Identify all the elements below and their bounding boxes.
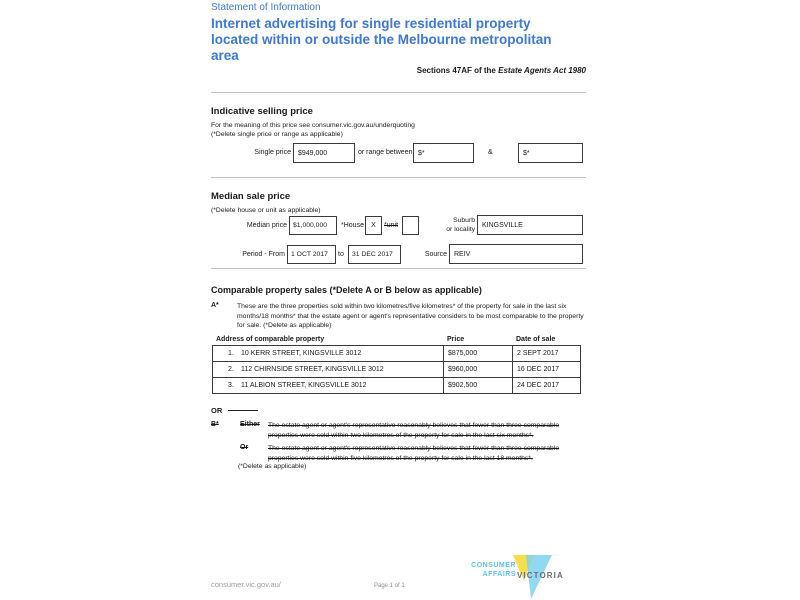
median-price-label: Median price bbox=[246, 222, 287, 229]
option-b-label: B* bbox=[211, 421, 219, 428]
suburb-field[interactable]: KINGSVILLE bbox=[477, 215, 583, 235]
range-to-field[interactable]: $* bbox=[518, 143, 583, 163]
comparable-sales-table bbox=[212, 345, 581, 394]
house-label: *House bbox=[341, 222, 364, 229]
logo-line-victoria: VICTORIA bbox=[517, 571, 564, 580]
source-field[interactable]: REIV bbox=[449, 244, 583, 264]
unit-label: *unit bbox=[384, 222, 399, 229]
row-price: $902,500 bbox=[444, 378, 513, 394]
footer-url: consumer.vic.gov.au/ bbox=[211, 580, 281, 589]
indicative-heading: Indicative selling price bbox=[211, 106, 313, 117]
ampersand-label: & bbox=[488, 149, 493, 156]
row-price: $960,000 bbox=[444, 362, 513, 378]
option-a-label: A* bbox=[211, 302, 219, 309]
single-price-label: Single price bbox=[254, 149, 291, 156]
section-divider bbox=[211, 177, 586, 178]
table-header-date: Date of sale bbox=[516, 336, 556, 343]
or-label: OR bbox=[211, 406, 223, 415]
unit-checkbox[interactable] bbox=[402, 216, 419, 235]
period-from-label: Period - From bbox=[242, 251, 285, 258]
to-label: to bbox=[338, 251, 344, 258]
indicative-note-1: For the meaning of this price see consumer.vic.gov.au/underquoting bbox=[211, 122, 415, 129]
median-price-field[interactable]: $1,000,000 bbox=[289, 216, 337, 235]
or2-text: The estate agent or agent's representative reasonably believes that fewer than three comparable properties were sold within five kilometres of the property for sale in the last 18 months*. bbox=[268, 445, 560, 462]
either-text: The estate agent or agent's representative reasonably believes that fewer than three comparable properties were sold within two kilometres of the property for sale in the last six months*. bbox=[268, 422, 560, 439]
range-from-field[interactable]: $* bbox=[413, 143, 474, 163]
sections-reference bbox=[211, 66, 586, 75]
page-indicator: Page 1 of 1 bbox=[374, 583, 405, 589]
either-label: Either bbox=[240, 421, 260, 428]
row-number: 2. bbox=[228, 366, 234, 373]
sections-ref-act: Estate Agents Act 1980 bbox=[498, 66, 586, 75]
table-row bbox=[213, 378, 581, 394]
suburb-label bbox=[425, 217, 475, 234]
logo-wordmark bbox=[471, 562, 516, 579]
row-address: 11 ALBION STREET, KINGSVILLE 3012 bbox=[241, 382, 367, 389]
section-divider bbox=[211, 268, 586, 269]
or2-label: Or bbox=[240, 444, 249, 451]
doc-eyebrow: Statement of Information bbox=[211, 2, 321, 13]
row-number: 3. bbox=[228, 382, 234, 389]
doc-title: Internet advertising for single residential property located within or outside the Melbourne metropolitan area bbox=[211, 16, 552, 63]
or-strike-line bbox=[228, 410, 258, 411]
source-label: Source bbox=[424, 251, 447, 258]
row-address: 112 CHIRNSIDE STREET, KINGSVILLE 3012 bbox=[241, 366, 384, 373]
range-between-label: or range between bbox=[358, 149, 413, 156]
house-checkbox[interactable]: X bbox=[365, 216, 382, 235]
median-note: (*Delete house or unit as applicable) bbox=[211, 207, 321, 214]
comparable-heading: Comparable property sales (*Delete A or B below as applicable) bbox=[211, 285, 482, 295]
indicative-note-2: (*Delete single price or range as applicable) bbox=[211, 131, 343, 138]
period-from-field[interactable]: 1 OCT 2017 bbox=[287, 245, 336, 264]
logo-line-consumer: CONSUMER bbox=[471, 562, 516, 569]
row-date: 2 SEPT 2017 bbox=[513, 346, 581, 362]
median-heading: Median sale price bbox=[211, 191, 291, 202]
row-address: 10 KERR STREET, KINGSVILLE 3012 bbox=[241, 350, 362, 357]
row-date: 24 DEC 2017 bbox=[513, 378, 581, 394]
logo-line-affairs: AFFAIRS bbox=[482, 570, 516, 578]
delete-note: (*Delete as applicable) bbox=[238, 463, 307, 470]
row-price: $875,000 bbox=[444, 346, 513, 362]
suburb-label-line1: Suburb bbox=[453, 217, 475, 224]
single-price-field[interactable]: $949,000 bbox=[293, 143, 355, 163]
sections-ref-prefix: Sections 47AF of the bbox=[416, 66, 499, 75]
row-date: 16 DEC 2017 bbox=[513, 362, 581, 378]
table-row bbox=[213, 362, 581, 378]
consumer-affairs-victoria-logo bbox=[471, 551, 590, 600]
option-a-text: These are the three properties sold within two kilometres/five kilometres* of the property for sale in the last six months/18 months* that the estate agent or agent's representative considers to be most comparable to the property for sale. (*Delete as applicable) bbox=[237, 303, 584, 330]
suburb-label-line2: or locality bbox=[446, 225, 475, 233]
period-to-field[interactable]: 31 DEC 2017 bbox=[348, 245, 401, 264]
table-row bbox=[213, 346, 581, 362]
table-header-price: Price bbox=[447, 336, 465, 343]
table-header-address: Address of comparable property bbox=[216, 336, 325, 343]
row-number: 1. bbox=[228, 350, 234, 357]
or-separator bbox=[211, 406, 258, 415]
section-divider bbox=[211, 92, 586, 93]
